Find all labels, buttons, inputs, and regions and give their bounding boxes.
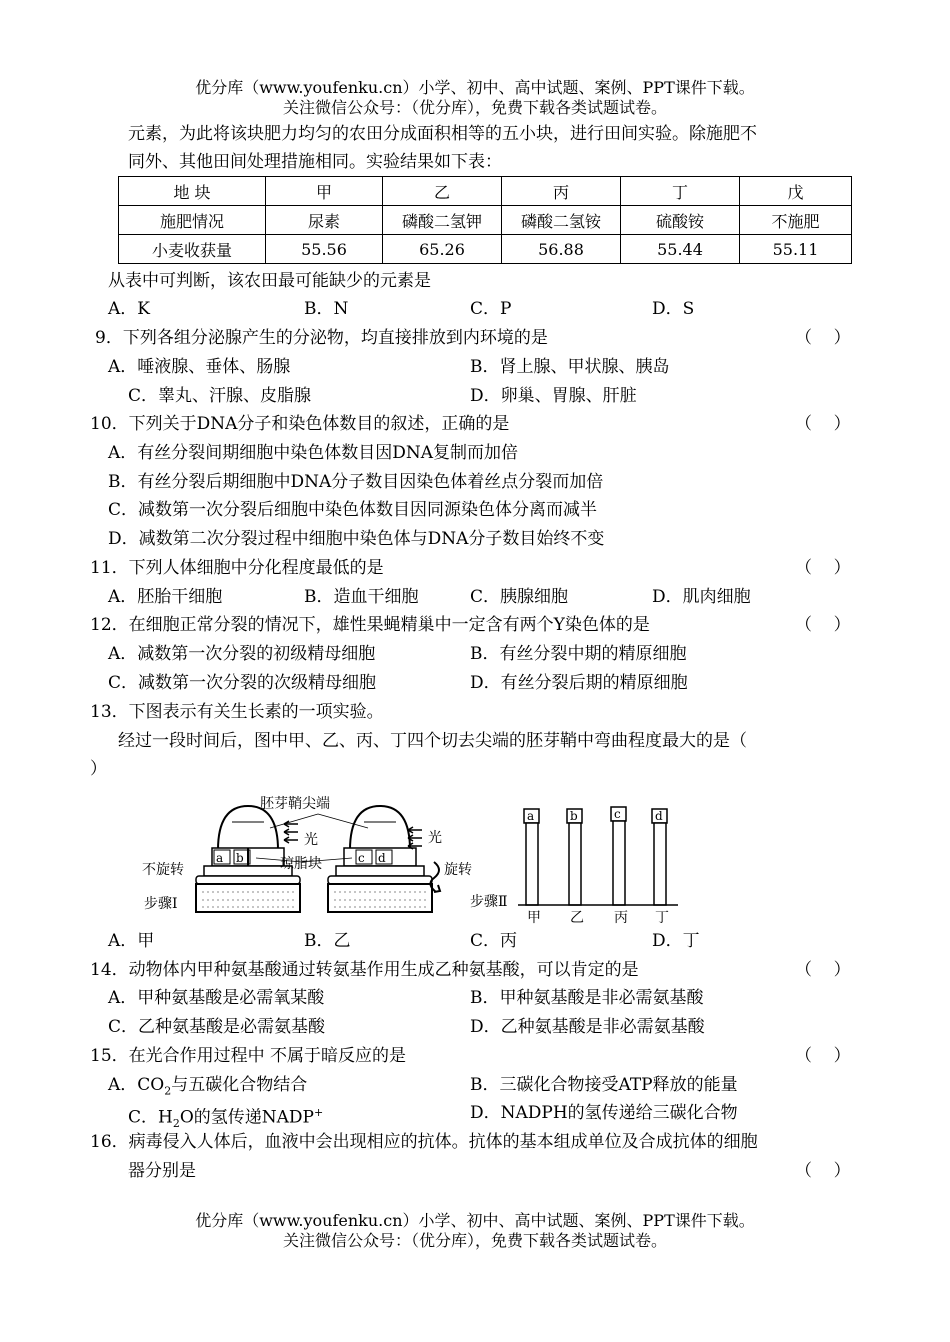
table-cell: 65.26 <box>383 235 502 264</box>
table-header-cell: 甲 <box>266 177 383 206</box>
q10-answer-blank: （ ） <box>795 414 851 434</box>
light-label-right: 光 <box>428 830 442 846</box>
q10-option-b: B．有丝分裂后期细胞中DNA分子数目因染色体着丝点分裂而加倍 <box>108 472 604 492</box>
q14-option-d: D．乙种氨基酸是非必需氨基酸 <box>470 1017 705 1037</box>
yield-table <box>118 176 852 264</box>
q12-option-c: C．减数第一次分裂的次级精母细胞 <box>108 673 377 693</box>
q13-option-c: C．丙 <box>470 931 518 951</box>
q15-option-b: B．三碳化合物接受ATP释放的能量 <box>470 1075 738 1095</box>
column-label-yi: 乙 <box>570 910 584 926</box>
q13-stem: 13．下图表示有关生长素的一项实验。 <box>90 702 384 722</box>
table-header-cell: 丁 <box>621 177 740 206</box>
footer-line-2: 关注微信公众号：（优分库），免费下载各类试题试卷。 <box>282 1231 667 1250</box>
q8-option-a: A．K <box>108 299 150 319</box>
q12-stem: 12．在细胞正常分裂的情况下，雄性果蝇精巢中一定含有两个Y染色体的是 <box>90 615 650 635</box>
table-cell: 小麦收获量 <box>119 235 266 264</box>
q9-option-a: A．唾液腺、垂体、肠腺 <box>108 357 291 377</box>
q15-option-c-middle: O的氢传递NADP <box>179 1107 315 1128</box>
q9-answer-blank: （ ） <box>795 328 851 348</box>
q10-option-c: C．减数第一次分裂后细胞中染色体数目因同源染色体分离而减半 <box>108 500 598 520</box>
base-right <box>328 884 432 912</box>
tip-label: 胚芽鞘尖端 <box>260 796 330 812</box>
coleoptile-tip-right <box>350 806 410 850</box>
q14-answer-blank: （ ） <box>795 960 851 980</box>
step1-label: 步骤Ⅰ <box>144 896 178 912</box>
q15-answer-blank: （ ） <box>795 1046 851 1066</box>
table-header-cell: 地 块 <box>119 177 266 206</box>
q15-option-a-subscript: 2 <box>164 1084 172 1098</box>
q14-option-a: A．甲种氨基酸是必需氧某酸 <box>108 988 325 1008</box>
q10-option-a: A．有丝分裂间期细胞中染色体数目因DNA复制而加倍 <box>108 443 519 463</box>
q11-option-a: A．胚胎干细胞 <box>108 587 223 607</box>
q11-option-c: C．胰腺细胞 <box>470 587 569 607</box>
rotate-label: 旋转 <box>444 862 472 878</box>
q8-option-b: B．N <box>304 299 349 319</box>
q8-option-d: D．S <box>652 299 695 319</box>
q11-answer-blank: （ ） <box>795 558 851 578</box>
q16-stem-line-1: 16．病毒侵入人体后，血液中会出现相应的抗体。抗体的基本组成单位及合成抗体的细胞 <box>90 1132 758 1152</box>
q16-answer-blank: （ ） <box>795 1161 851 1181</box>
q15-option-d: D．NADPH的氢传递给三碳化合物 <box>470 1103 738 1123</box>
table-row <box>119 206 852 235</box>
auxin-experiment-step1-figure <box>138 792 478 916</box>
q13-option-b: B．乙 <box>304 931 351 951</box>
header-line-2: 关注微信公众号：（优分库），免费下载各类试题试卷。 <box>282 98 667 117</box>
coleoptile-ding <box>654 823 666 905</box>
q15-option-c-superscript: + <box>314 1106 324 1119</box>
light-arrows-right <box>408 827 422 849</box>
step2-letter-d: d <box>655 809 663 823</box>
table-row <box>119 177 852 206</box>
coleoptile-yi <box>569 823 581 905</box>
q15-option-a <box>108 1073 307 1103</box>
q9-stem: 9．下列各组分泌腺产生的分泌物，均直接排放到内环境的是 <box>95 328 548 348</box>
q13-option-d: D．丁 <box>652 931 700 951</box>
table-cell: 56.88 <box>502 235 621 264</box>
no-rotate-label: 不旋转 <box>142 862 184 878</box>
table-cell: 尿素 <box>266 206 383 235</box>
coleoptile-jia <box>526 823 538 905</box>
agar-block-label: 琼脂块 <box>280 856 322 872</box>
column-label-jia: 甲 <box>527 910 541 926</box>
step2-letter-a: a <box>527 809 535 823</box>
table-cell: 55.11 <box>740 235 852 264</box>
table-cell: 55.56 <box>266 235 383 264</box>
step2-letter-c: c <box>614 807 621 821</box>
agar-label-d: d <box>378 851 386 865</box>
q9-option-d: D．卵巢、胃腺、肝脏 <box>470 386 637 406</box>
table-row <box>119 235 852 264</box>
q15-option-a-rest: 与五碳化合物结合 <box>171 1075 308 1095</box>
q10-option-d: D．减数第二次分裂过程中细胞中染色体与DNA分子数目始终不变 <box>108 529 605 549</box>
table-cell: 55.44 <box>621 235 740 264</box>
table-header-cell: 乙 <box>383 177 502 206</box>
q9-option-c: C．睾丸、汗腺、皮脂腺 <box>128 386 312 406</box>
column-label-ding: 丁 <box>655 910 669 926</box>
q15-stem: 15．在光合作用过程中 不属于暗反应的是 <box>90 1046 407 1066</box>
q8-cont-line-1: 元素，为此将该块肥力均匀的农田分成面积相等的五小块，进行田间实验。除施肥不 <box>128 124 757 144</box>
step2-letter-b: b <box>570 809 578 823</box>
q12-option-b: B．有丝分裂中期的精原细胞 <box>470 644 687 664</box>
q12-option-d: D．有丝分裂后期的精原细胞 <box>470 673 688 693</box>
q8-option-c: C．P <box>470 299 512 319</box>
footer-line-1: 优分库（www.youfenku.cn）小学、初中、高中试题、案例、PPT课件下载。 <box>195 1211 755 1230</box>
q16-stem-line-2: 器分别是 <box>128 1161 196 1181</box>
q13-stem-line-3: ） <box>90 759 107 779</box>
q13-option-a: A．甲 <box>108 931 155 951</box>
q10-stem: 10．下列关于DNA分子和染色体数目的叙述，正确的是 <box>90 414 510 434</box>
q13-stem-line-2: 经过一段时间后，图中甲、乙、丙、丁四个切去尖端的胚芽鞘中弯曲程度最大的是（ <box>118 731 747 751</box>
q11-option-b: B．造血干细胞 <box>304 587 419 607</box>
base-left <box>196 884 300 912</box>
light-label-left: 光 <box>304 832 318 848</box>
agar-label-a: a <box>216 851 224 865</box>
q8-cont-line-2: 同外、其他田间处理措施相同。实验结果如下表： <box>128 152 502 172</box>
q14-stem: 14．动物体内甲种氨基酸通过转氨基作用生成乙种氨基酸，可以肯定的是 <box>90 960 639 980</box>
agar-label-b: b <box>236 851 244 865</box>
q11-stem: 11．下列人体细胞中分化程度最低的是 <box>90 558 384 578</box>
q15-option-c-prefix: C．H <box>128 1107 173 1128</box>
table-cell: 施肥情况 <box>119 206 266 235</box>
light-arrows-left <box>284 821 298 843</box>
agar-label-c: c <box>358 851 365 865</box>
q14-option-c: C．乙种氨基酸是必需氨基酸 <box>108 1017 326 1037</box>
table-cell: 不施肥 <box>740 206 852 235</box>
column-label-bing: 丙 <box>614 910 628 926</box>
q12-answer-blank: （ ） <box>795 615 851 635</box>
step2-label: 步骤Ⅱ <box>470 894 508 910</box>
q14-option-b: B．甲种氨基酸是非必需氨基酸 <box>470 988 704 1008</box>
q8-question-text: 从表中可判断，该农田最可能缺少的元素是 <box>108 271 431 291</box>
table-header-cell: 丙 <box>502 177 621 206</box>
q11-option-d: D．肌肉细胞 <box>652 587 751 607</box>
table-cell: 磷酸二氢铵 <box>502 206 621 235</box>
q12-option-a: A．减数第一次分裂的初级精母细胞 <box>108 644 376 664</box>
header-line-1: 优分库（www.youfenku.cn）小学、初中、高中试题、案例、PPT课件下载。 <box>195 78 755 97</box>
q15-option-a-prefix: A．CO <box>108 1075 165 1095</box>
coleoptile-bing <box>613 821 625 905</box>
table-header-cell: 戊 <box>740 177 852 206</box>
q9-option-b: B．肾上腺、甲状腺、胰岛 <box>470 357 670 377</box>
table-cell: 硫酸铵 <box>621 206 740 235</box>
coleoptile-tip-left <box>218 806 278 850</box>
table-cell: 磷酸二氢钾 <box>383 206 502 235</box>
auxin-experiment-step2-figure <box>468 802 694 926</box>
q15-option-c-subscript: 2 <box>172 1117 180 1131</box>
